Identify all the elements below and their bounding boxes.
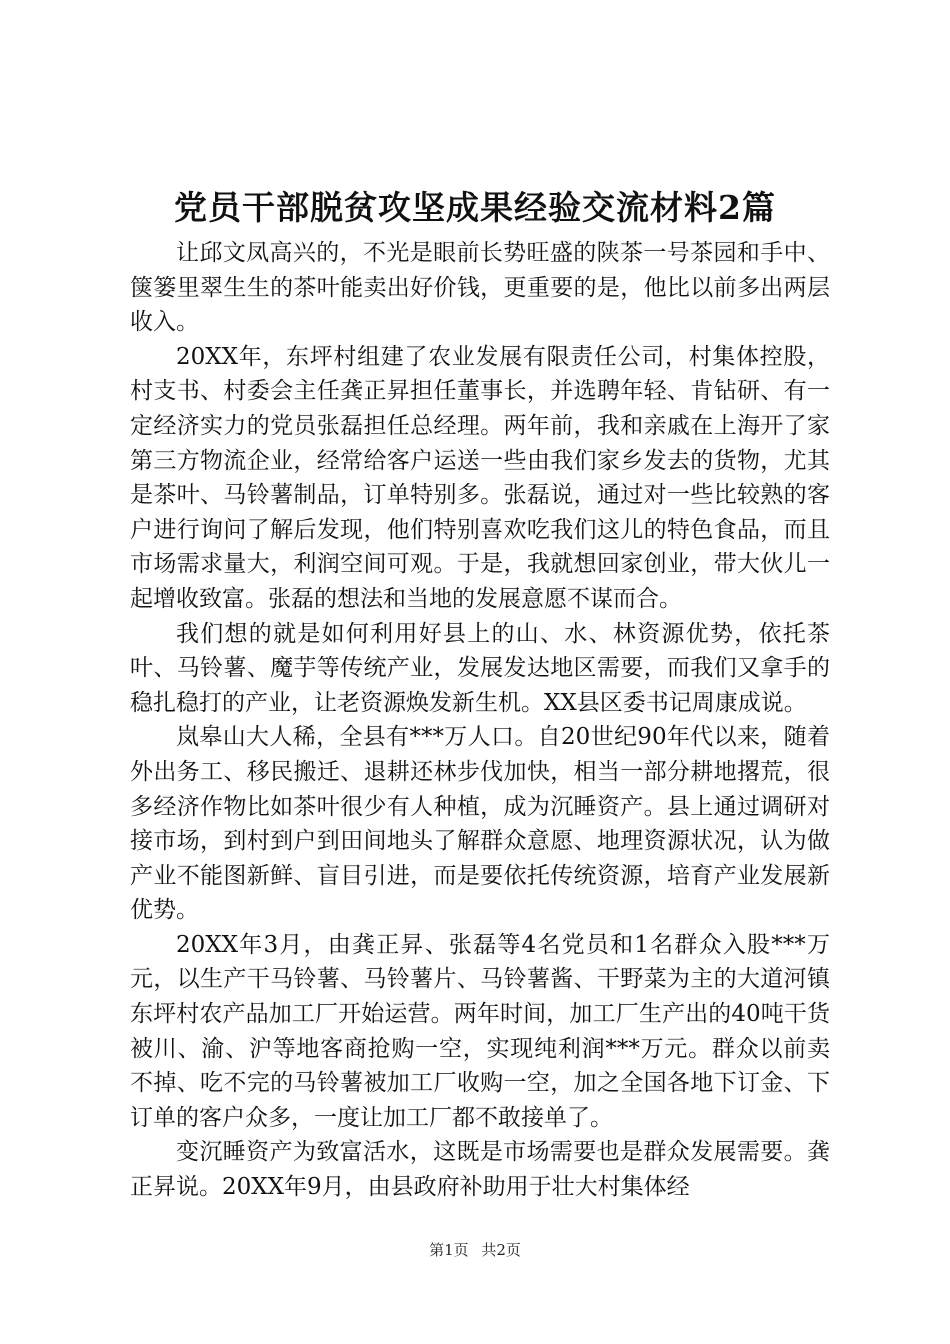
- paragraph-5: 20XX年3月，由龚正昇、张磊等4名党员和1名群众入股***万元，以生产干马铃薯、马铃薯片、马铃薯酱、干野菜为主的大道河镇东坪村农产品加工厂开始运营。两年时间，加工厂生产出的40吨干货被川、渝、沪等地客商抢购一空，实现纯利润***万元。群众以前卖不掉、吃不完的马铃薯被加工厂收购一空，加之全国各地下订金、下订单的客户众多，一度让加工厂都不敢接单了。: [130, 931, 830, 1131]
- document-body: [130, 236, 830, 1205]
- paragraph-4: 岚皋山大人稀，全县有***万人口。自20世纪90年代以来，随着外出务工、移民搬迁、退耕还林步伐加快，相当一部分耕地撂荒，很多经济作物比如茶叶很少有人种植，成为沉睡资产。县上通过调研对接市场，到村到户到田间地头了解群众意愿、地理资源状况，认为做产业不能图新鲜、盲目引进，而是要依托传统资源，培育产业发展新优势。: [130, 724, 830, 924]
- page-total: 共2页: [481, 1241, 521, 1259]
- page-footer: [0, 1240, 950, 1260]
- paragraph-2: 20XX年，东坪村组建了农业发展有限责任公司，村集体控股，村支书、村委会主任龚正昇担任董事长，并选聘年轻、肯钻研、有一定经济实力的党员张磊担任总经理。两年前，我和亲戚在上海开了家第三方物流企业，经常给客户运送一些由我们家乡发去的货物，尤其是茶叶、马铃薯制品，订单特别多。张磊说，通过对一些比较熟的客户进行询问了解后发现，他们特别喜欢吃我们这儿的特色食品，而且市场需求量大，利润空间可观。于是，我就想回家创业，带大伙儿一起增收致富。张磊的想法和当地的发展意愿不谋而合。: [130, 343, 830, 612]
- paragraph-3: 我们想的就是如何利用好县上的山、水、林资源优势，依托茶叶、马铃薯、魔芋等传统产业，发展发达地区需要，而我们又拿手的稳扎稳打的产业，让老资源焕发新生机。XX县区委书记周康成说。: [130, 620, 830, 716]
- paragraph-1: 让邱文凤高兴的，不光是眼前长势旺盛的陕茶一号茶园和手中、箧篓里翠生生的茶叶能卖出好价钱，更重要的是，他比以前多出两层收入。: [130, 240, 830, 336]
- paragraph-6: 变沉睡资产为致富活水，这既是市场需要也是群众发展需要。龚正昇说。20XX年9月，由县政府补助用于壮大村集体经: [130, 1139, 830, 1201]
- document-title: 党员干部脱贫攻坚成果经验交流材料2篇: [174, 188, 776, 227]
- page-number: 第1页: [429, 1241, 469, 1259]
